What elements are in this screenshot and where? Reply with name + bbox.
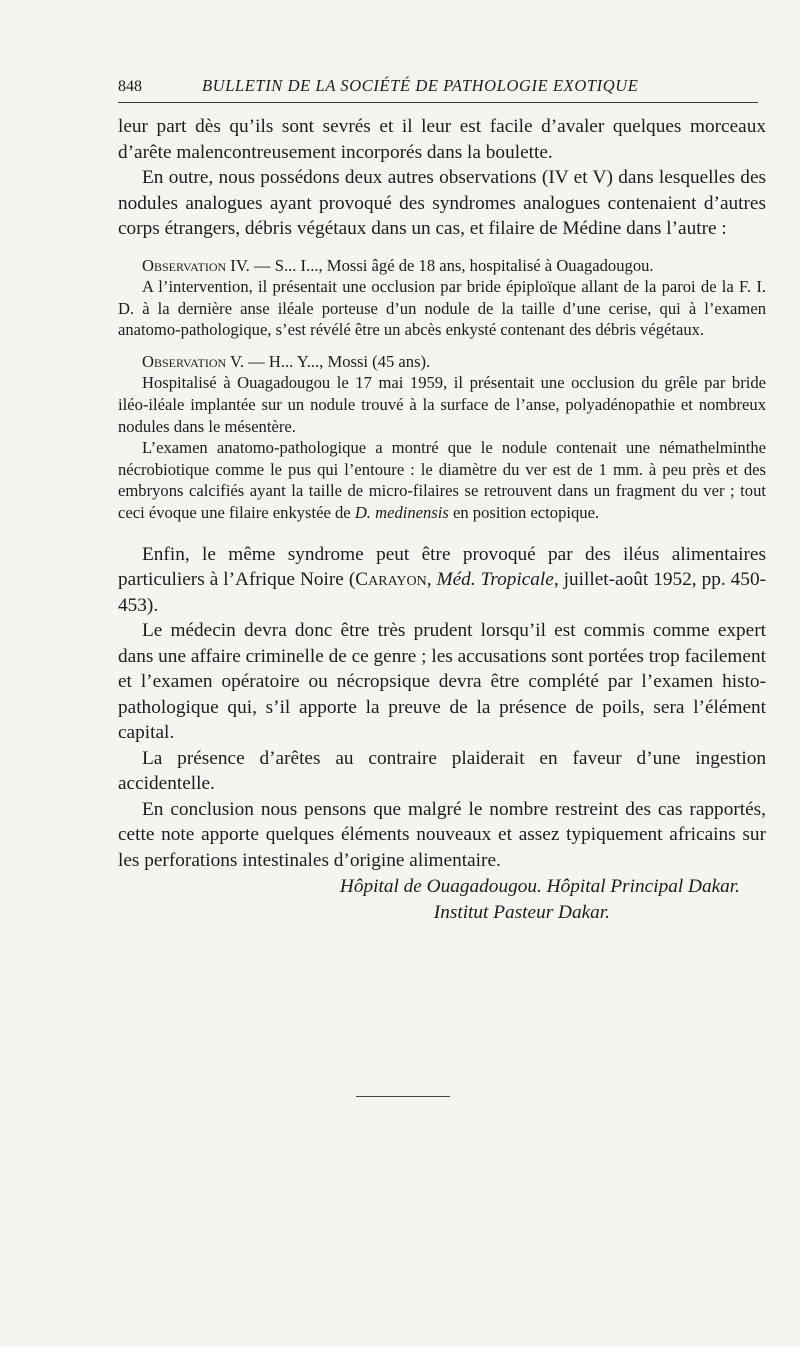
- paragraph-continuation: leur part dès qu’ils sont sevrés et il leur est facile d’avaler quelques morceaux d’arête malencontreusement incorporés dans la boulette.: [118, 116, 766, 163]
- reference-journal: Méd. Tropicale: [436, 569, 554, 591]
- ileus-text: Enfin, le même syndrome peut être provoqué par des iléus alimentaires particuliers à l’Afrique Noire (: [118, 543, 766, 591]
- running-header: [118, 74, 758, 103]
- paragraph-aretes: La présence d’arêtes au contraire plaiderait en faveur d’une ingestion accidentelle.: [118, 747, 766, 795]
- observation-5-exam-text: L’examen anatomo-pathologique a montré que le nodule contenait une némathelminthe nécrobiotique comme le pus qui l’entoure : le diamètre du ver est de 1 mm. à peu près et des embryons calcifiés ayant la taille de micro-filaires se retrouvent dans un fragment du ver ; tout ceci évoque une filaire enkystée de: [118, 438, 766, 523]
- paragraph-observations-intro: En outre, nous possédons deux autres observations (IV et V) dans lesquelles des nodules analogues ayant provoqué des syndromes analogues contenaient d’autres corps étrangers, débris végétaux dans un cas, et filaire de Médine dans l’autre :: [118, 167, 766, 239]
- reference-details: , juillet-août 1952, pp. 450-453).: [118, 569, 767, 616]
- observation-4-heading: [118, 255, 766, 277]
- end-rule: [356, 1096, 450, 1097]
- species-name: D. medinensis: [354, 503, 449, 523]
- observation-5-exam: [118, 437, 766, 523]
- observation-4-label: Observation IV.: [142, 255, 250, 275]
- paragraph-ileus: [118, 542, 766, 619]
- paragraph-expert: Le médecin devra donc être très prudent lorsqu’il est commis comme expert dans une affaire criminelle de ce genre ; les accusations sont portées trop facilement et l’examen opératoire ou nécropsique devra être complété par l’examen histo-pathologique qui, s’il apporte la preuve de la présence de poils, sera l’élément capital.: [118, 620, 766, 744]
- observation-4-patient: — S... I..., Mossi âgé de 18 ans, hospitalisé à Ouagadougou.: [249, 255, 654, 275]
- affiliation-line-2: Institut Pasteur Dakar.: [433, 901, 610, 923]
- reference-author: Carayon: [355, 569, 427, 591]
- paragraph-conclusion: En conclusion nous pensons que malgré le nombre restreint des cas rapportés, cette note apporte quelques éléments nouveaux et assez typiquement africains sur les perforations intestinales d’origine alimentaire.: [118, 798, 766, 871]
- observation-5-text: Hospitalisé à Ouagadougou le 17 mai 1959, il présentait une occlusion du grêle par bride iléo-iléale implantée sur un nodule trouvé à la surface de l’anse, polyadénopathie et nombreux nodules dans le mésentère.: [118, 373, 766, 436]
- observation-5-label: Observation V.: [142, 351, 244, 371]
- observation-5-exam-end: en position ectopique.: [448, 503, 600, 523]
- observation-4-text: A l’intervention, il présentait une occlusion par bride épiploïque allant de la paroi de la F. I. D. à la dernière anse iléale porteuse d’un nodule de la taille d’une cerise, qui à l’examen anatomo-pathologique, s’est révélé être un abcès enkysté contenant des débris végétaux.: [118, 277, 766, 340]
- page-number: 848: [118, 78, 142, 95]
- ileus-sep: ,: [426, 569, 437, 591]
- journal-title: BULLETIN DE LA SOCIÉTÉ DE PATHOLOGIE EXOTIQUE: [202, 76, 639, 95]
- article-body: [118, 114, 766, 925]
- observation-5-heading: [118, 351, 766, 373]
- observation-5-patient: — H... Y..., Mossi (45 ans).: [244, 351, 431, 371]
- affiliation-line-1: Hôpital de Ouagadougou. Hôpital Principal Dakar.: [339, 876, 740, 898]
